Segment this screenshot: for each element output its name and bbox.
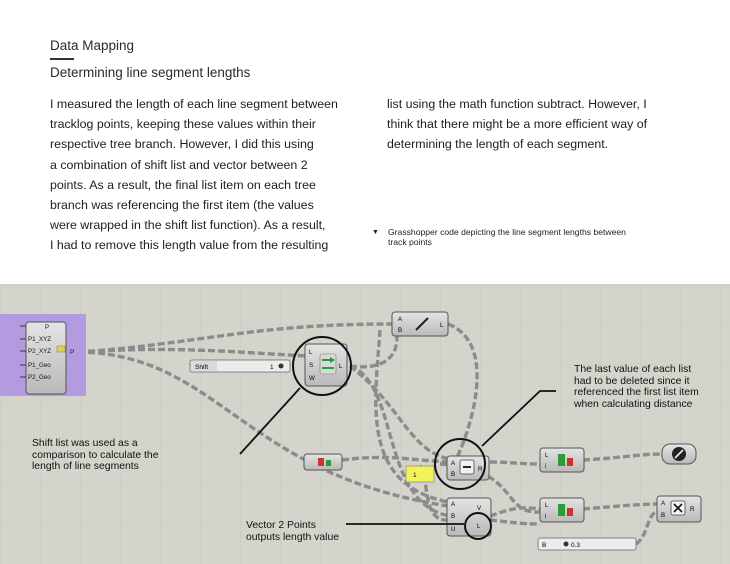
vector-bottom-out-v: V bbox=[477, 505, 482, 512]
vector-top-in-a: A bbox=[398, 316, 403, 323]
annotation-line: length of line segments bbox=[32, 461, 139, 473]
title-underline bbox=[50, 58, 74, 60]
list-item-bottom-in-i: i bbox=[545, 514, 547, 520]
param-p2xyz-label: P2_XYZ bbox=[28, 348, 52, 355]
param-output-label: P bbox=[70, 349, 75, 356]
body-line: branch was referencing the first item (the values bbox=[50, 198, 314, 213]
annotation-last-value bbox=[574, 364, 699, 410]
shift-slider[interactable] bbox=[190, 360, 290, 372]
body-line: points. As a result, the final list item on each tree bbox=[50, 177, 316, 192]
body-line: I had to remove this length value from the resulting bbox=[50, 238, 329, 253]
param-p2geo-label: P2_Geo bbox=[28, 374, 51, 381]
annotation-line: referenced the first list item bbox=[574, 387, 699, 399]
body-line: think that there might be a more efficient way of bbox=[387, 117, 648, 132]
list-component[interactable] bbox=[304, 454, 342, 470]
param-p-label: P bbox=[45, 324, 50, 331]
vector-bottom-in-a: A bbox=[451, 501, 456, 508]
annotation-shift-list bbox=[32, 438, 159, 473]
vector-top-in-b: B bbox=[398, 327, 403, 334]
body-text-left bbox=[50, 94, 338, 256]
annotation-line: when calculating distance bbox=[574, 398, 693, 410]
panel-value: 1 bbox=[413, 472, 417, 479]
vector-bottom-in-b: B bbox=[451, 513, 456, 520]
annotation-line: The last value of each list bbox=[574, 364, 692, 375]
annotation-line: had to be deleted since it bbox=[574, 375, 690, 387]
vector-bottom-out-l: L bbox=[477, 523, 481, 530]
body-line: determining the length of each segment. bbox=[387, 137, 609, 152]
annotation-line: comparison to calculate the bbox=[32, 449, 159, 461]
vector-top-component[interactable] bbox=[392, 312, 448, 336]
annotation-line: Shift list was used as a bbox=[32, 438, 138, 449]
list-item-bottom-in-l: L bbox=[545, 503, 549, 509]
bottom-slider-label: B bbox=[542, 542, 547, 549]
caption-line: Grasshopper code depicting the line segment lengths between bbox=[388, 227, 626, 237]
caption-line: track points bbox=[388, 237, 432, 248]
pen-node[interactable] bbox=[662, 444, 696, 464]
section-title: Data Mapping bbox=[50, 38, 135, 53]
triangle-marker-icon: ▼ bbox=[372, 229, 379, 236]
shift-slider-label: Shift bbox=[195, 364, 209, 371]
list-item-top-component[interactable] bbox=[540, 448, 584, 472]
figure-caption bbox=[372, 227, 672, 248]
bottom-slider[interactable] bbox=[538, 538, 636, 550]
vector-bottom-in-u: U bbox=[451, 526, 456, 533]
multiply-in-a: A bbox=[661, 500, 666, 507]
list-item-bottom-component[interactable] bbox=[540, 498, 584, 522]
subtract-out-r: R bbox=[478, 466, 483, 473]
param-p1geo-label: P1_Geo bbox=[28, 362, 51, 369]
shift-list-component[interactable] bbox=[305, 344, 347, 386]
multiply-in-b: B bbox=[661, 512, 666, 519]
list-item-top-in-i: i bbox=[545, 464, 547, 470]
annotation-line: outputs length value bbox=[246, 531, 340, 543]
bottom-slider-value: 0.3 bbox=[571, 542, 581, 549]
body-line: I measured the length of each line segment between bbox=[50, 97, 338, 111]
multiply-component[interactable] bbox=[657, 496, 701, 522]
vector-top-out-l: L bbox=[440, 322, 444, 329]
body-line: respective tree branch. However, I did this using bbox=[50, 137, 314, 152]
merge-icon bbox=[57, 346, 65, 352]
annotation-vector2 bbox=[246, 520, 339, 543]
body-line: list using the math function subtract. However, I bbox=[387, 97, 647, 111]
list-item-top-in-l: L bbox=[545, 453, 549, 459]
annotation-line: Vector 2 Points bbox=[246, 520, 316, 531]
shift-in-w: W bbox=[309, 375, 315, 382]
body-line: were wrapped in the shift list function). As a result, bbox=[50, 218, 326, 233]
shift-in-l: L bbox=[309, 349, 313, 356]
shift-slider-value: 1 bbox=[270, 364, 274, 371]
body-line: a combination of shift list and vector between 2 bbox=[50, 157, 308, 172]
grasshopper-canvas bbox=[0, 284, 730, 564]
shift-out-l: L bbox=[339, 363, 343, 370]
multiply-out-r: R bbox=[690, 506, 695, 513]
body-line: tracklog points, keeping these values within their bbox=[50, 117, 316, 132]
section-subtitle: Determining line segment lengths bbox=[50, 65, 251, 80]
param-p1xyz-label: P1_XYZ bbox=[28, 336, 52, 343]
value-panel[interactable] bbox=[406, 466, 434, 482]
subtract-in-b: B bbox=[451, 471, 456, 478]
subtract-in-a: A bbox=[451, 460, 456, 467]
body-text-right bbox=[387, 94, 647, 155]
shift-in-s: S bbox=[309, 362, 314, 369]
